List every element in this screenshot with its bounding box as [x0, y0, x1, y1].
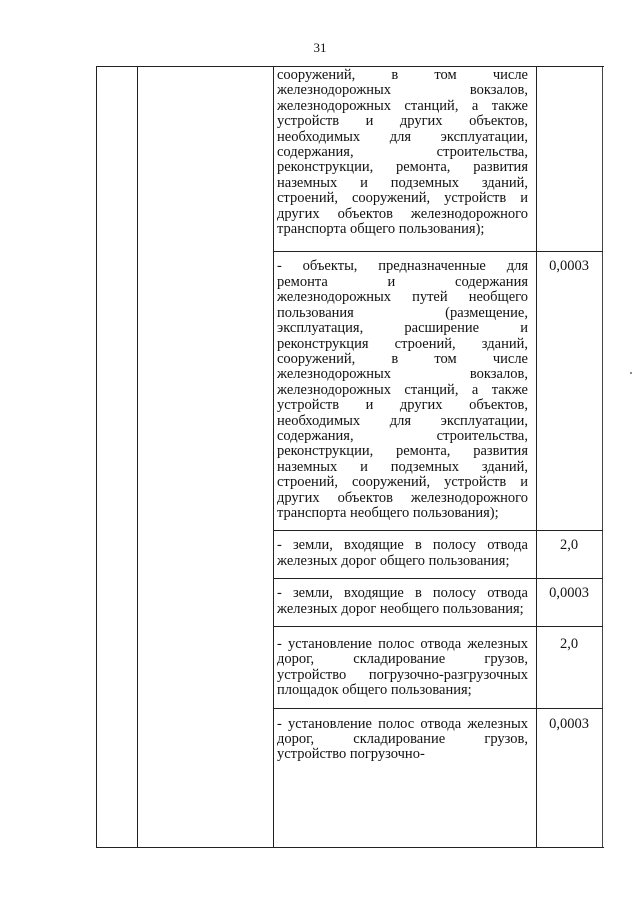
row-description: - земли, входящие в полосу отвода железных дорог необщего пользования; — [277, 585, 528, 617]
row-value: 2,0 — [559, 537, 579, 554]
scan-speck — [630, 372, 632, 374]
row-value: 0,0003 — [549, 585, 589, 602]
row-value: 0,0003 — [549, 715, 589, 732]
row-description: - установление полос отвода железных дорог, складирование грузов, устройство погрузочно-разгрузочных площадок общего пользования; — [277, 636, 528, 699]
table-row — [273, 579, 603, 627]
row-value: 0,0003 — [549, 258, 589, 275]
table-row — [273, 67, 603, 252]
row-description: сооружений, в том числе железнодорожных вокзалов, железнодорожных станций, а также устройств и других объектов, необходимых для эксплуатации, содержания, строительства, реконструкции, ремонта, развития наземных и подземных зданий, строений, сооружений, устройств и других объектов железнодорожного транспорта общего пользования); — [277, 67, 528, 238]
table-row — [273, 709, 603, 763]
row-value: 2,0 — [559, 636, 579, 652]
table-border-left — [96, 67, 97, 847]
table-rows — [273, 67, 603, 763]
column-divider-1 — [137, 67, 138, 847]
row-description: - установление полос отвода железных дорог, складирование грузов, устройство погрузочно- — [277, 715, 528, 763]
page-number: 31 — [313, 40, 327, 55]
row-description: - земли, входящие в полосу отвода железных дорог общего пользования; — [277, 537, 528, 569]
table-row — [273, 531, 603, 579]
table-row — [273, 627, 603, 709]
land-use-table — [96, 66, 604, 848]
row-description: - объекты, предназначенные для ремонта и содержания железнодорожных путей необщего пользования (размещение, эксплуатация, расширение и реконструкция строений, зданий, сооружений, в том числе железнодорожных вокзалов, железнодорожных станций, а также устройств и других объектов, необходимых для эксплуатации, содержания, строительства, реконструкции, ремонта, развития наземных и подземных зданий, строений, сооружений, устройств и других объектов железнодорожного транспорта необщего пользования); — [277, 258, 528, 521]
table-row — [273, 252, 603, 531]
